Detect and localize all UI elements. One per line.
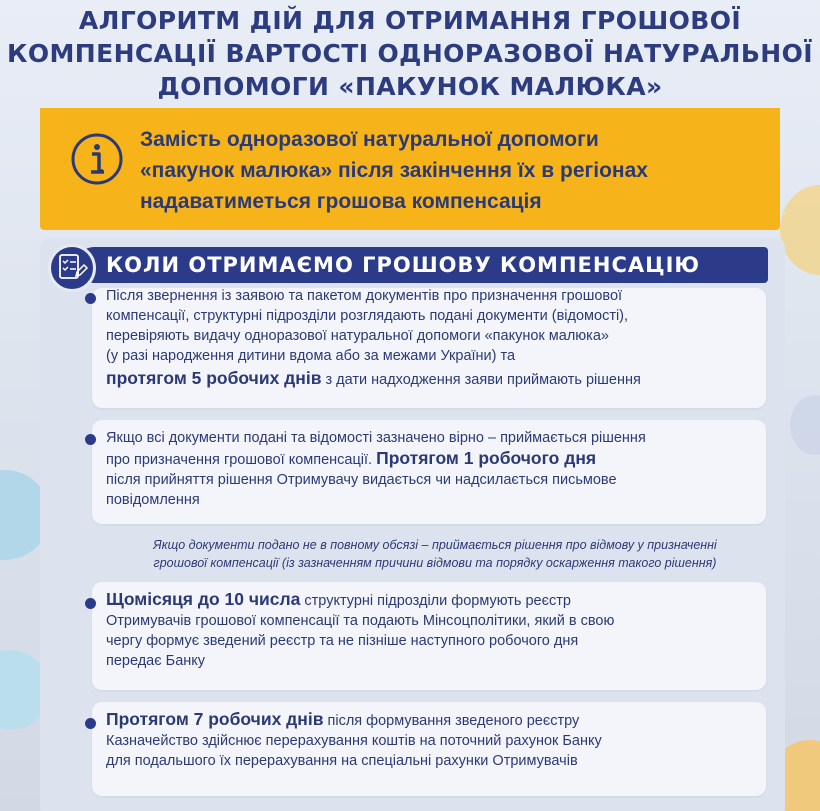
step-text-fragment: з дати надходження заяви приймають рішення — [321, 372, 641, 388]
page-header — [0, 0, 820, 108]
step-card-text — [106, 709, 756, 771]
step-text-line: перевіряють видачу одноразової натуральної допомоги «пакунок малюка» — [106, 328, 609, 344]
step-text-line: для подальшого їх перерахування на спеціальні рахунки Отримувачів — [106, 753, 578, 769]
info-banner-text — [140, 124, 770, 217]
step-text-fragment: структурні підрозділи формують реєстр — [300, 593, 571, 609]
step-deadline-highlight: Протягом 7 робочих днів — [106, 709, 324, 729]
note-line: Якщо документи подано не в повному обсязі – приймається рішення про відмову у призначенні — [153, 538, 717, 552]
step-card-text — [106, 428, 756, 510]
bullet-dot — [85, 293, 96, 304]
step-text-line: компенсації, структурні підрозділи розглядають подані документи (відомості), — [106, 308, 629, 324]
step-card-text — [106, 589, 756, 671]
info-icon — [70, 132, 124, 186]
section-icon-badge — [48, 244, 96, 292]
step-text-line — [106, 448, 756, 470]
page-title-line: КОМПЕНСАЦІЇ ВАРТОСТІ ОДНОРАЗОВОЇ НАТУРАЛЬНОЇ — [7, 39, 813, 68]
step-text-fragment: після формування зведеного реєстру — [323, 713, 580, 729]
step-text-line — [106, 368, 756, 390]
step-text-fragment: про призначення грошової компенсації. — [106, 452, 377, 468]
bullet-dot — [85, 718, 96, 729]
step-text-line: Казначейство здійснює перерахування коштів на поточний рахунок Банку — [106, 733, 602, 749]
bullet-dot — [85, 598, 96, 609]
step-text-line: після прийняття рішення Отримувачу видається чи надсилається письмове — [106, 472, 617, 488]
step-deadline-highlight: Щомісяця до 10 числа — [106, 589, 301, 609]
rejection-note — [105, 536, 765, 572]
bullet-dot — [85, 434, 96, 445]
step-text-line: Якщо всі документи подані та відомості зазначено вірно – приймається рішення — [106, 430, 646, 446]
page-title — [0, 0, 820, 103]
document-checklist-icon — [51, 247, 93, 289]
step-text-line: Після звернення із заявою та пакетом документів про призначення грошової — [106, 288, 623, 304]
step-text-line: передає Банку — [106, 653, 206, 669]
step-text-line: чергу формує зведений реєстр та не пізніше наступного робочого дня — [106, 633, 579, 649]
step-text-line — [106, 709, 756, 731]
step-text-line: Отримувачів грошової компенсації та подають Мінсоцполітики, який в свою — [106, 613, 615, 629]
step-deadline-highlight: протягом 5 робочих днів — [106, 368, 322, 388]
step-card-text — [106, 286, 756, 390]
step-deadline-highlight: Протягом 1 робочого дня — [376, 448, 597, 468]
step-text-line: повідомлення — [106, 492, 200, 508]
info-banner-line: «пакунок малюка» після закінчення їх в регіонах — [140, 159, 648, 182]
section-header — [48, 244, 768, 284]
decor-circle — [780, 185, 820, 275]
page-title-line: АЛГОРИТМ ДІЙ ДЛЯ ОТРИМАННЯ ГРОШОВОЇ — [78, 6, 742, 35]
section-title: КОЛИ ОТРИМАЄМО ГРОШОВУ КОМПЕНСАЦІЮ — [106, 253, 701, 277]
info-banner-line: надаватиметься грошова компенсація — [140, 190, 542, 213]
step-text-line — [106, 589, 756, 611]
note-line: грошової компенсації (із зазначенням причини відмови та порядку оскарження такого рішення) — [153, 556, 717, 570]
decor-circle — [790, 395, 820, 455]
info-banner-line: Замість одноразової натуральної допомоги — [140, 128, 599, 151]
info-banner — [40, 108, 780, 230]
step-text-line: (у разі народження дитини вдома або за межами України) та — [106, 348, 516, 364]
page-title-line: ДОПОМОГИ «ПАКУНОК МАЛЮКА» — [157, 72, 663, 101]
